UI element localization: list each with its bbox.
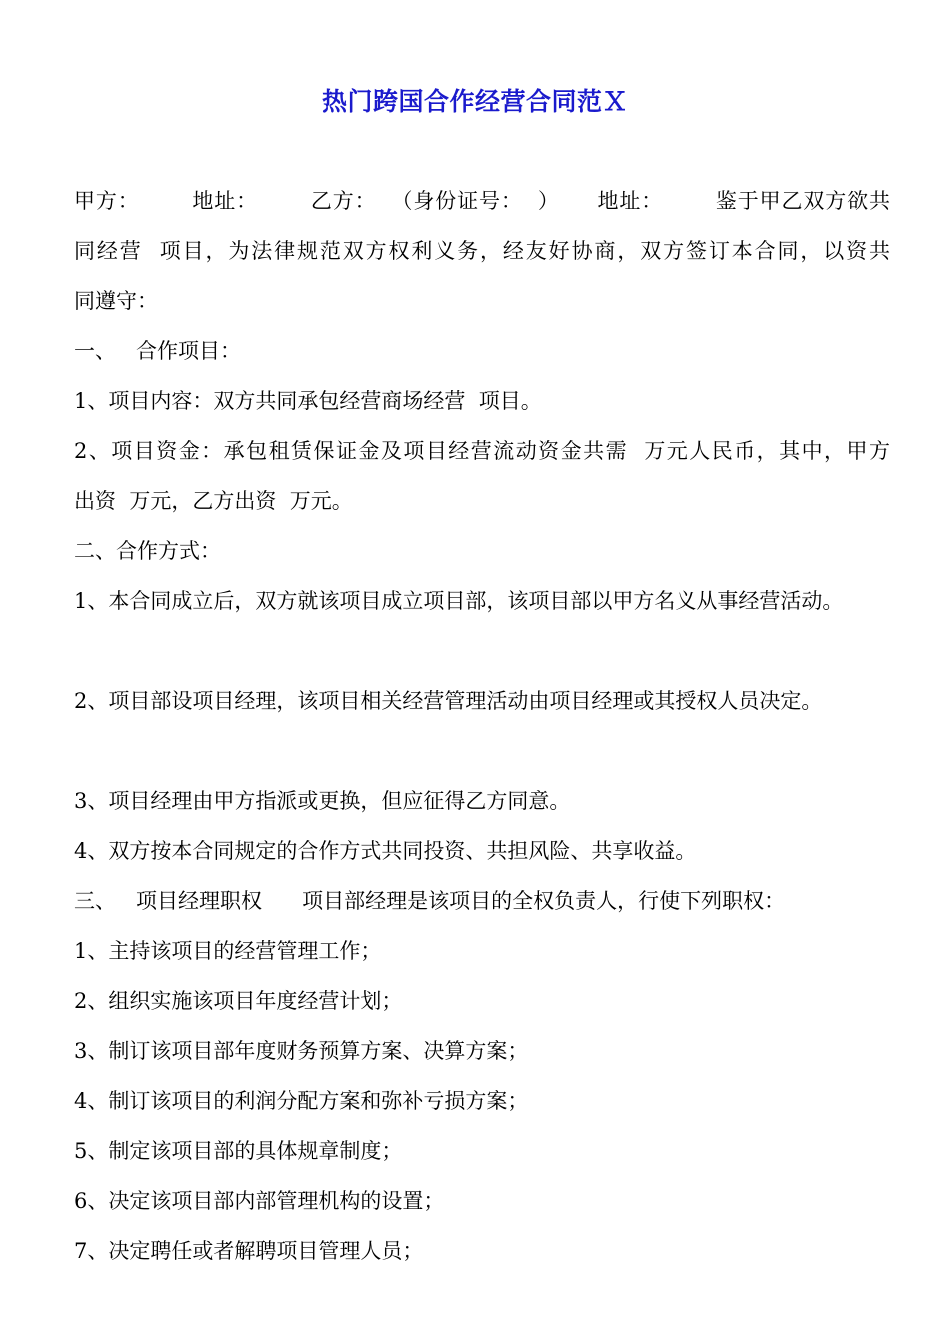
section-3-item-3: 3、制订该项目部年度财务预算方案、决算方案；	[74, 1039, 529, 1063]
section-1-heading: 一、 合作项目：	[74, 339, 242, 363]
section-2-item-4: 4、双方按本合同规定的合作方式共同投资、共担风险、共享收益。	[74, 839, 697, 863]
section-3-item-5: 5、制定该项目部的具体规章制度；	[74, 1139, 403, 1163]
section-2-item-1: 1、本合同成立后，双方就该项目成立项目部，该项目部以甲方名义从事经营活动。	[74, 589, 844, 613]
section-1-item-2-continued: 出资 万元，乙方出资 万元。	[74, 489, 353, 513]
section-3-heading: 三、 项目经理职权 项目部经理是该项目的全权负责人，行使下列职权：	[74, 889, 786, 913]
section-3-item-7: 7、决定聘任或者解聘项目管理人员；	[74, 1239, 424, 1263]
section-2-heading: 二、合作方式：	[74, 539, 221, 563]
intro-line-2: 同经营 项目，为法律规范双方权利义务，经友好协商，双方签订本合同，以资共	[74, 239, 890, 263]
section-3-item-1: 1、主持该项目的经营管理工作；	[74, 939, 382, 963]
section-1-item-1: 1、项目内容：双方共同承包经营商场经营 项目。	[74, 389, 542, 413]
intro-line-1: 甲方： 地址： 乙方： （身份证号： ） 地址： 鉴于甲乙双方欲共	[74, 189, 890, 213]
document-title: 热门跨国合作经营合同范Ｘ	[321, 87, 628, 116]
section-2-item-2: 2、项目部设项目经理，该项目相关经营管理活动由项目经理或其授权人员决定。	[74, 689, 823, 713]
section-3-item-4: 4、制订该项目的利润分配方案和弥补亏损方案；	[74, 1089, 529, 1113]
section-3-item-6: 6、决定该项目部内部管理机构的设置；	[74, 1189, 445, 1213]
section-2-item-3: 3、项目经理由甲方指派或更换，但应征得乙方同意。	[74, 789, 571, 813]
section-1-item-2: 2、项目资金：承包租赁保证金及项目经营流动资金共需 万元人民币，其中，甲方	[74, 439, 890, 463]
intro-line-3: 同遵守：	[74, 289, 158, 313]
section-3-item-2: 2、组织实施该项目年度经营计划；	[74, 989, 403, 1013]
